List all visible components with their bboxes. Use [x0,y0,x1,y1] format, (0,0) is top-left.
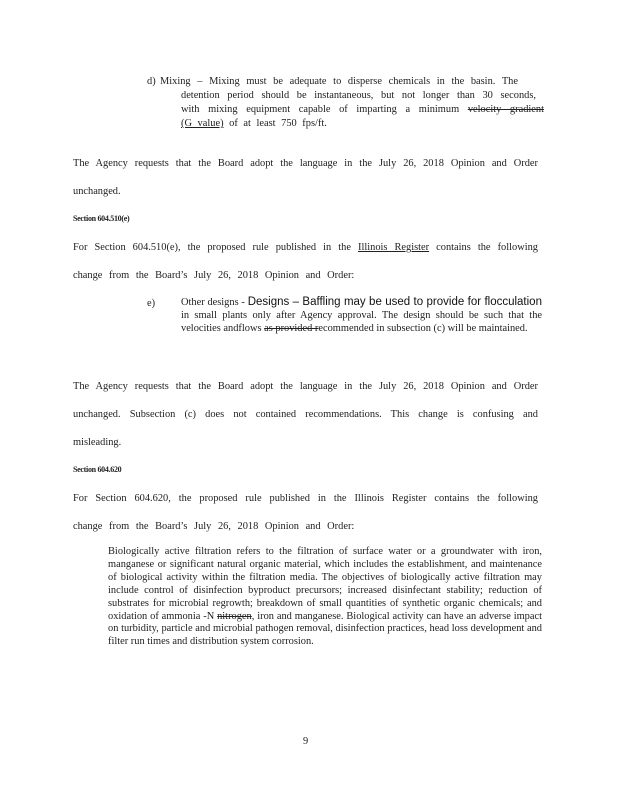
item-d-label: d) [147,76,156,87]
item-d-dash: – [197,76,203,87]
page-number: 9 [303,736,309,747]
para1-line2: unchanged. [73,186,121,197]
section-604-510e-line1 [73,241,538,254]
section-604-510e-line1-post: contains the following [436,242,538,253]
item-e-body [181,296,542,335]
item-e-first-dash: - [241,297,245,308]
item-d-strikethrough: velocity gradient [467,104,544,115]
item-d-line3 [181,103,544,116]
section-604-510e-heading: Section 604.510(e) [73,214,130,223]
item-d-line2: detention period should be instantaneous, but not longer than 30 seconds, [181,90,536,101]
section-604-510e-line2: change from the Board’s July 26, 2018 Opinion and Order: [73,270,355,281]
para1-line1: The Agency requests that the Board adopt the language in the July 26, 2018 Opinion and Order [73,158,538,169]
section-604-510e-line1-pre: For Section 604.510(e), the proposed rule published in the [73,242,351,253]
item-d-underline: (G value) [181,118,224,129]
para2-line1: The Agency requests that the Board adopt the language in the July 26, 2018 Opinion and Order [73,381,538,392]
item-e-strikethrough: as provided r [264,323,319,334]
section-604-620-line2: change from the Board’s July 26, 2018 Opinion and Order: [73,521,355,532]
item-e-text-b: ecommended in subsection (c) will be maintained. [318,323,528,334]
item-e-label: e) [147,298,156,309]
item-d-line4-text: of at least 750 fps/ft. [229,118,327,129]
item-e-first-sans: Designs – Baffling may be used to provide for flocculation [247,296,542,308]
item-e-text-a: in small plants only after Agency approval. The design should be such that the velocities andflows [181,310,542,334]
illinois-register-underline: Illinois Register [358,242,430,253]
item-d-line1-text: Mixing must be adequate to disperse chemicals in the basin. The [209,76,518,87]
item-d-line4 [181,117,327,130]
quote-strikethrough: nitrogen [217,610,252,622]
item-e-first-text: Other designs [181,297,239,308]
quote-block [108,546,542,649]
item-d-line3-text: with mixing equipment capable of imparting a minimum [181,104,460,115]
item-d-title: Mixing [160,76,191,87]
section-604-620-line1: For Section 604.620, the proposed rule published in the Illinois Register contains the following [73,493,538,504]
section-604-620-heading: Section 604.620 [73,465,122,474]
quote-text-a: Biologically active filtration refers to the filtration of surface water or a groundwater with iron, manganese or significant natural organic material, which includes the establishment, and maintenance of biological activity within the filtration media. The objectives of biologically active filtration may include control of disinfection byproduct precursors; increased disinfectant stability; reduction of substrates for microbial regrowth; breakdown of small quantities of synthetic organic chemicals; and oxidation of ammonia -N [108,546,542,622]
para2-line2: unchanged. Subsection (c) does not contained recommendations. This change is confusing and [73,409,538,420]
para2-line3: misleading. [73,437,122,448]
item-d-line1 [160,75,518,88]
quote-text-b: , iron and manganese. Biological activity can have an adverse impact on turbidity, particle and microbial pathogen removal, disinfection practices, head loss development and filter run times and distribution system corrosion. [108,610,542,648]
